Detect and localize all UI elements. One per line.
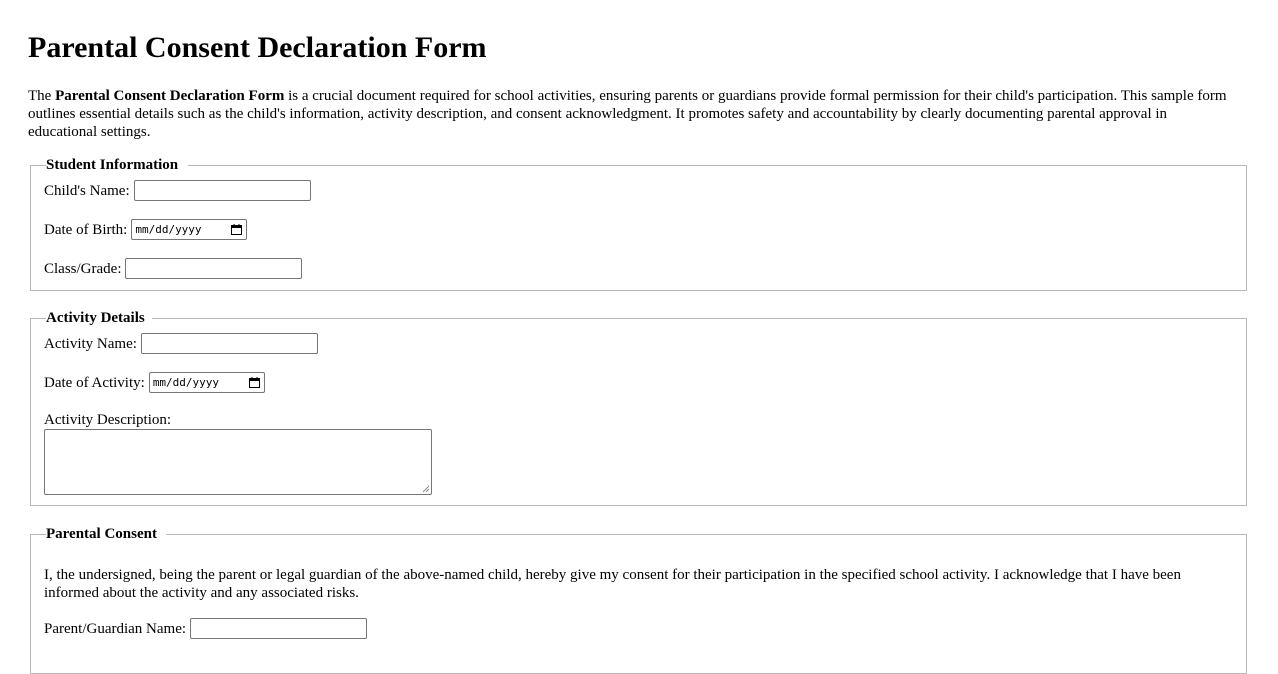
childs-name-input[interactable] xyxy=(134,180,311,201)
activity-description-row xyxy=(44,411,175,429)
activity-details-section xyxy=(30,310,1247,506)
date-of-activity-placeholder: mm/dd/yyyy xyxy=(152,375,220,389)
class-grade-row xyxy=(44,258,302,279)
activity-description-label: Activity Description: xyxy=(44,412,172,428)
date-of-activity-row xyxy=(44,372,265,393)
section-border-top-left xyxy=(31,534,46,535)
date-of-birth-input[interactable] xyxy=(131,219,247,240)
activity-name-label: Activity Name: xyxy=(44,335,137,352)
calendar-icon[interactable] xyxy=(249,377,260,388)
activity-name-row xyxy=(44,333,318,354)
class-grade-input[interactable] xyxy=(125,258,302,279)
page-title: Parental Consent Declaration Form xyxy=(28,31,487,64)
guardian-name-label: Parent/Guardian Name: xyxy=(44,620,187,637)
activity-description-textarea[interactable] xyxy=(44,429,432,495)
childs-name-label: Child's Name: xyxy=(44,182,130,199)
section-border-top-right xyxy=(152,318,1246,319)
activity-details-legend: Activity Details xyxy=(46,310,145,326)
childs-name-row xyxy=(44,180,311,201)
parental-consent-section xyxy=(30,526,1247,674)
section-border-top-right xyxy=(166,534,1246,535)
section-border-top-left xyxy=(31,318,46,319)
intro-bold-title: Parental Consent Declaration Form xyxy=(55,88,285,104)
consent-statement: I, the undersigned, being the parent or legal guardian of the above-named child, hereby give my consent for their participation in the specified school activity. I acknowledge that I have been informed about the activity and any associated risks. xyxy=(44,567,1181,601)
intro-suffix: is a crucial document required for school activities, ensuring parents or guardians provide formal permission for their child's participation. This sample form outlines essential details such as the child's information, activity description, and consent acknowledgment. It promotes safety and accountability by clearly documenting parental approval in educational settings. xyxy=(28,88,1227,140)
activity-name-input[interactable] xyxy=(141,333,318,354)
section-border-top-left xyxy=(31,165,46,166)
resize-grip-icon[interactable] xyxy=(422,485,430,493)
parental-consent-legend: Parental Consent xyxy=(46,526,157,542)
date-of-birth-label: Date of Birth: xyxy=(44,221,128,238)
guardian-name-input[interactable] xyxy=(190,618,367,639)
date-of-birth-placeholder: mm/dd/yyyy xyxy=(135,222,202,236)
student-information-legend: Student Information xyxy=(46,157,179,173)
class-grade-label: Class/Grade: xyxy=(44,260,122,277)
section-border-top-right xyxy=(188,165,1246,166)
guardian-name-row xyxy=(44,618,367,639)
date-of-birth-row xyxy=(44,219,247,240)
date-of-activity-input[interactable] xyxy=(149,372,265,393)
student-information-section xyxy=(30,157,1247,291)
calendar-icon[interactable] xyxy=(231,224,242,235)
intro-paragraph xyxy=(28,87,1228,141)
intro-prefix: The xyxy=(28,88,56,104)
date-of-activity-label: Date of Activity: xyxy=(44,374,145,391)
